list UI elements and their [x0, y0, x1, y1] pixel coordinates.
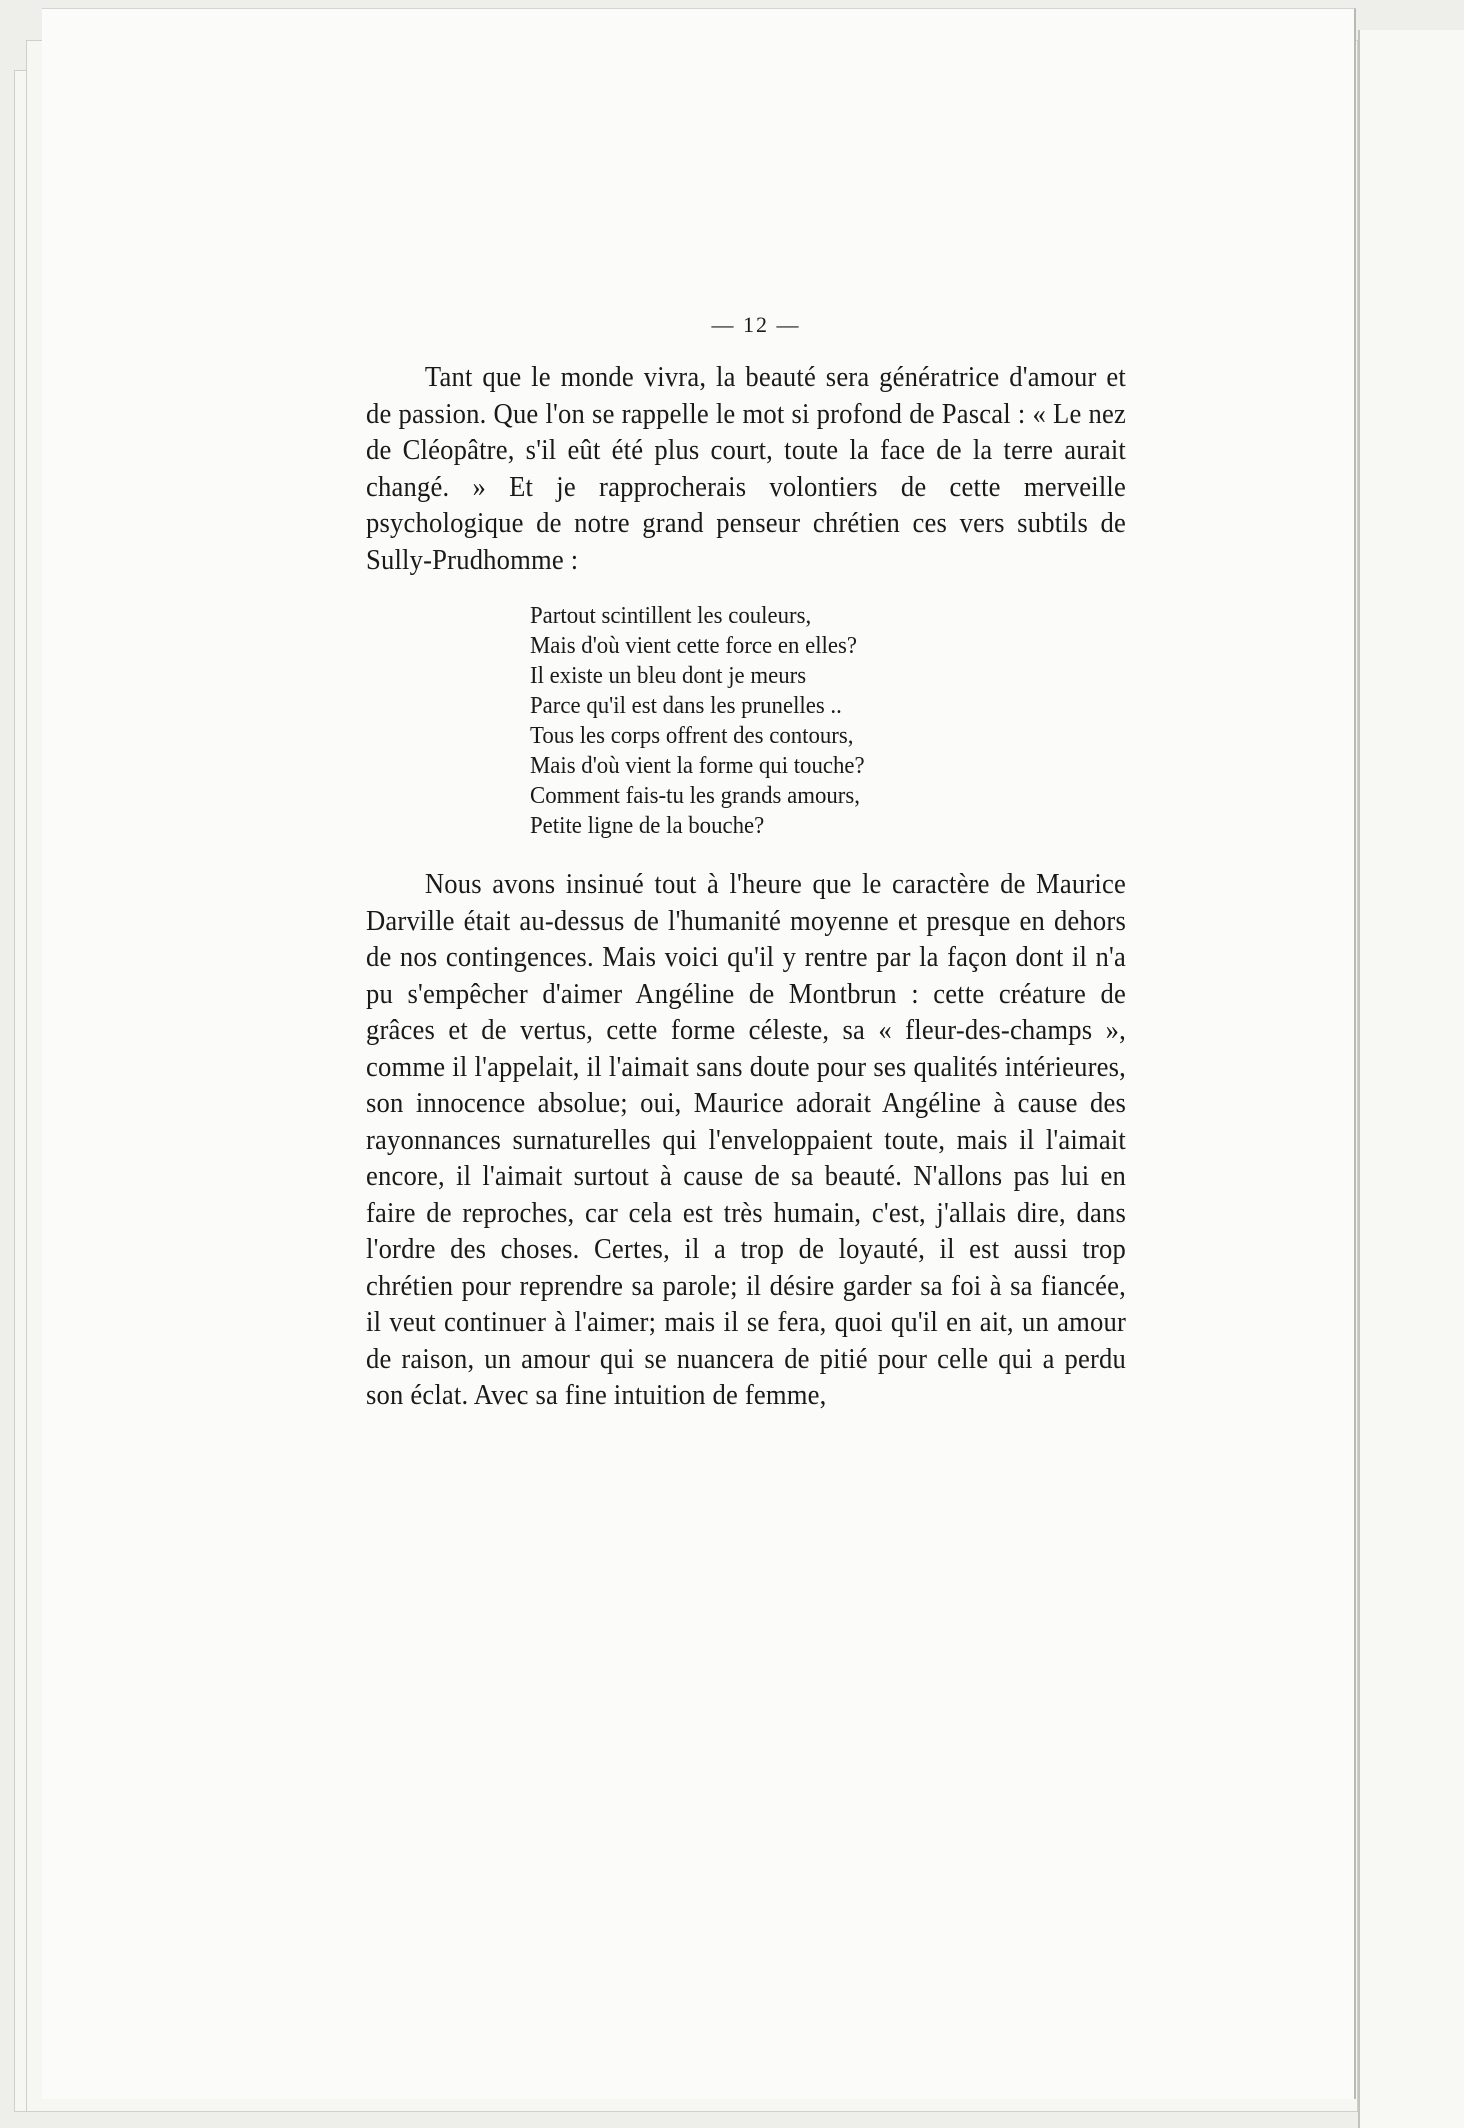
poem-stanza	[530, 601, 1096, 841]
poem-line: Mais d'où vient cette force en elles?	[530, 633, 857, 659]
poem-line: Parce qu'il est dans les prunelles ..	[530, 693, 842, 719]
poem-line: Il existe un bleu dont je meurs	[530, 663, 807, 689]
paragraph-2: Nous avons insinué tout à l'heure que le caractère de Maurice Darville était au-dessus de l'humanité moyenne et presque en dehors de nos contingences. Mais voici qu'il y rentre par la façon dont il n'a pu s'empêcher d'aimer Angéline de Montbrun : cette créature de grâces et de vertus, cette forme céleste, sa « fleur-des-champs », comme il l'appelait, il l'aimait sans doute pour ses qualités intérieures, son innocence absolue; oui, Maurice adorait Angéline à cause des rayonnances surnaturelles qui l'enveloppaient toute, mais il l'aimait encore, il l'aimait surtout à cause de sa beauté. N'allons pas lui en faire de reproches, car cela est très humain, c'est, j'allais dire, dans l'ordre des choses. Certes, il a trop de loyauté, il est aussi trop chrétien pour reprendre sa parole; il désire garder sa foi à sa fiancée, il veut continuer à l'aimer; mais il se fera, quoi qu'il en ait, un amour de raison, un amour qui se nuancera de pitié pour celle qui a perdu son éclat. Avec sa fine intuition de femme,	[366, 869, 1126, 1411]
poem-line: Petite ligne de la bouche?	[530, 813, 765, 839]
poem-line: Mais d'où vient la forme qui touche?	[530, 753, 865, 779]
poem-line: Tous les corps offrent des contours,	[530, 723, 854, 749]
paragraph-1: Tant que le monde vivra, la beauté sera génératrice d'amour et de passion. Que l'on se rappelle le mot si profond de Pascal : « Le nez de Cléopâtre, s'il eût été plus court, toute la face de la terre aurait changé. » Et je rapprocherais volontiers de cette merveille psychologique de notre grand penseur chrétien ces vers subtils de Sully-Prudhomme :	[366, 362, 1126, 576]
facing-page-edge	[1358, 30, 1464, 2128]
page-text	[366, 312, 1126, 1415]
poem-line: Partout scintillent les couleurs,	[530, 603, 812, 629]
poem-line: Comment fais-tu les grands amours,	[530, 783, 860, 809]
page-number: — 12 —	[711, 312, 801, 337]
